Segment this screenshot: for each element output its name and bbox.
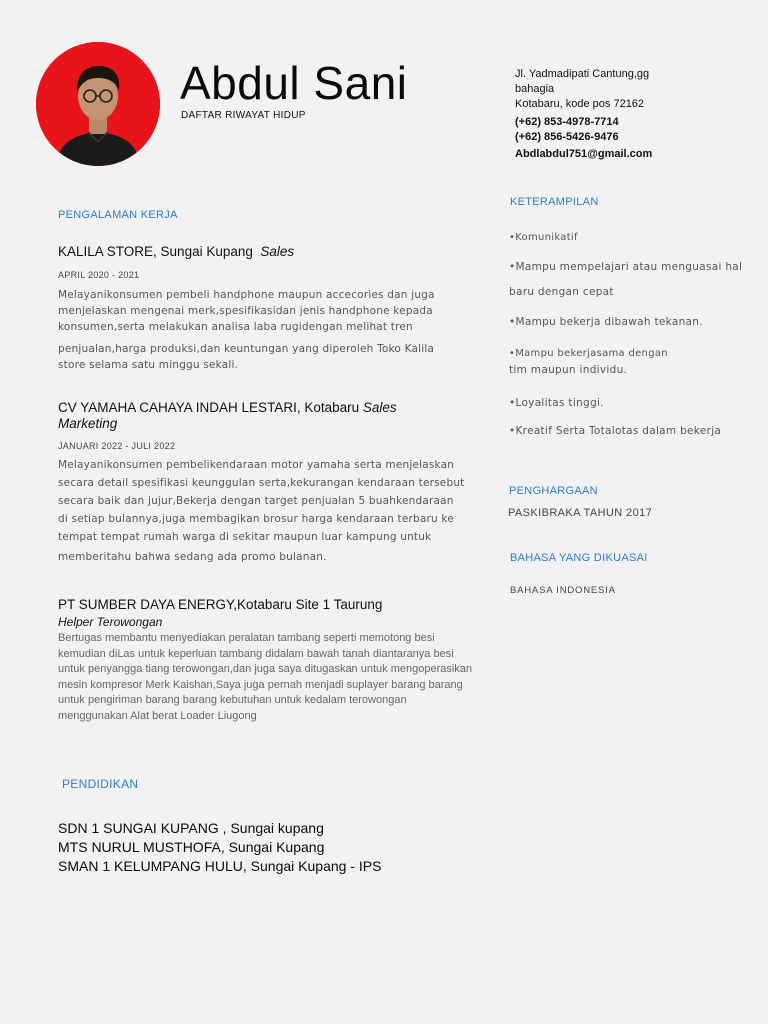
desc-line: penjualan,harga produksi,dan keuntungan yang diperoleh Toko Kalila (58, 343, 435, 355)
skill-item: •Mampu mempelajari atau menguasai hal (509, 261, 743, 273)
section-heading-awards: PENGHARGAAN (509, 485, 598, 497)
person-silhouette-icon (36, 42, 160, 166)
section-heading-skills: KETERAMPILAN (510, 196, 599, 208)
job-role: Marketing (58, 416, 118, 431)
job-company: KALILA STORE, Sungai Kupang (58, 244, 253, 259)
address (515, 67, 755, 112)
skill-item: •Mampu bekerja dibawah tekanan. (509, 316, 703, 328)
desc-line: konsumen,serta melakukan analisa laba rugidengan melihat tren (58, 321, 413, 333)
desc-line: store selama satu minggu sekali. (58, 359, 239, 371)
education-list (58, 819, 381, 876)
desc-line: untuk penyangga tiang terowongan,dan juga saya ditugaskan untuk mengoperasikan (58, 663, 473, 676)
desc-line: Bertugas membantu menyediakan peralatan tambang seperti memotong besi (58, 632, 435, 644)
job-title (58, 400, 458, 432)
skill-item: •Mampu bekerjasama dengan (509, 348, 668, 359)
address-line: Jl. Yadmadipati Cantung,gg (515, 68, 650, 80)
job-role: Sales (362, 400, 397, 415)
desc-line: di setiap bulannya,juga membagikan brosur harga kendaraan terbaru ke (58, 513, 454, 525)
address-line: bahagia (515, 83, 555, 95)
job-company: CV YAMAHA CAHAYA INDAH LESTARI, Kotabaru (58, 400, 360, 415)
education-item: MTS NURUL MUSTHOFA, Sungai Kupang (58, 839, 325, 855)
desc-line: Melayanikonsumen pembeli handphone maupun accecories dan juga (58, 289, 435, 301)
education-item: SMAN 1 KELUMPANG HULU, Sungai Kupang - IPS (58, 858, 382, 874)
email-address: Abdlabdul751@gmail.com (515, 148, 653, 160)
phone-number: (+62) 853-4978-7714 (515, 116, 619, 128)
skill-item: baru dengan cepat (509, 286, 614, 298)
job-description (58, 456, 498, 566)
person-name: Abdul Sani (180, 57, 408, 109)
desc-line: secara detail spesifikasi keunggulan serta,kekurangan kendaraan tersebut (58, 477, 465, 489)
desc-line: menjelaskan mengenai merk,spesifikasidan jenis handphone kepada (58, 305, 433, 317)
job-title (58, 244, 294, 259)
desc-line: kemudian diLas untuk keperluan tambang didalam bawah tanah diantaranya besi (58, 647, 454, 660)
job-description (58, 631, 498, 725)
skill-item: tim maupun individu. (509, 364, 628, 376)
section-heading-education: PENDIDIKAN (62, 777, 139, 791)
desc-line: Melayanikonsumen pembelikendaraan motor yamaha serta menjelaskan (58, 459, 455, 471)
award-item: PASKIBRAKA TAHUN 2017 (508, 507, 653, 519)
desc-line: tempat tempat rumah warga di sekitar maupun luar kampung untuk (58, 531, 432, 543)
job-role: Sales (260, 244, 295, 259)
address-line: Kotabaru, kode pos 72162 (515, 98, 645, 110)
phone-number: (+62) 856-5426-9476 (515, 131, 619, 143)
job-role: Helper Terowongan (58, 615, 163, 629)
skill-item: •Komunikatif (509, 232, 578, 243)
skill-item: •Kreatif Serta Totalotas dalam bekerja (509, 425, 722, 437)
job-description (58, 287, 488, 373)
skill-item: •Loyalitas tinggi. (509, 397, 604, 409)
desc-line: mesin kompresor Merk Kaishan,Saya juga pernah menjadi suplayer barang barang (58, 678, 463, 691)
desc-line: secara baik dan jujur,Bekerja dengan target penjualan 5 buahkendaraan (58, 495, 454, 507)
desc-line: menggunakan Alat berat Loader Liugong (58, 709, 257, 722)
document-subtitle: DAFTAR RIWAYAT HIDUP (181, 110, 306, 121)
section-heading-work: PENGALAMAN KERJA (58, 209, 178, 221)
section-heading-languages: BAHASA YANG DIKUASAI (510, 552, 648, 564)
job-date: APRIL 2020 - 2021 (58, 270, 140, 280)
desc-line: memberitahu bahwa sedang ada promo bulanan. (58, 551, 327, 563)
job-date: JANUARI 2022 - JULI 2022 (58, 441, 176, 451)
language-item: BAHASA INDONESIA (510, 585, 616, 596)
job-title: PT SUMBER DAYA ENERGY,Kotabaru Site 1 Taurung (58, 597, 383, 612)
profile-photo (36, 42, 160, 166)
education-item: SDN 1 SUNGAI KUPANG , Sungai kupang (58, 820, 324, 836)
desc-line: untuk pengiriman barang barang kebutuhan untuk kedalam terowongan (58, 694, 407, 707)
